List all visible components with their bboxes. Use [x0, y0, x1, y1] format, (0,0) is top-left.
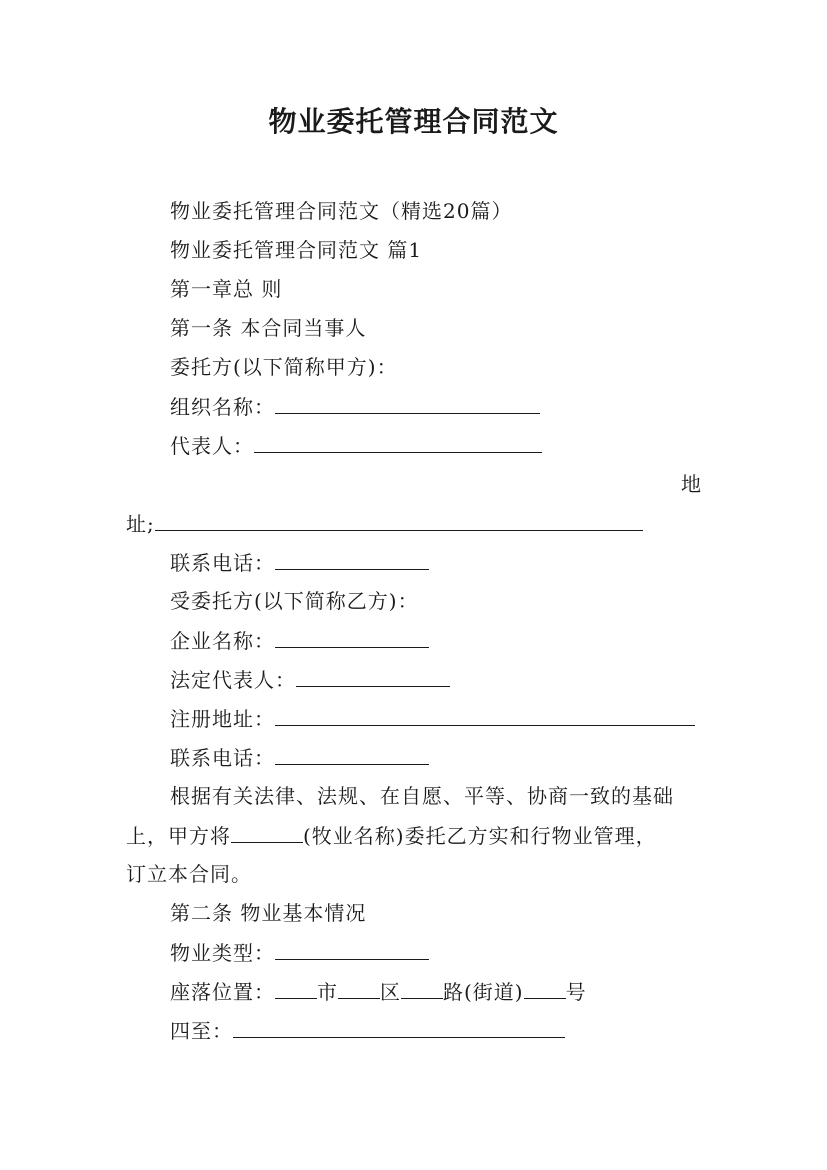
district-blank — [338, 978, 380, 999]
field-registered-address — [170, 705, 695, 732]
city-label: 市 — [317, 980, 338, 1004]
registered-address-label: 注册地址： — [170, 707, 275, 731]
location-label: 座落位置： — [170, 980, 275, 1004]
road-label: 路(街道) — [443, 980, 524, 1004]
paragraph-basis-line-1 — [170, 783, 674, 809]
document-title: 物业委托管理合同范文 — [268, 105, 559, 138]
address-blank — [155, 510, 643, 531]
field-company-name — [170, 627, 429, 654]
property-type-label: 物业类型： — [170, 941, 275, 965]
boundaries-blank — [233, 1017, 565, 1038]
paragraph-basis-line-2 — [126, 822, 657, 849]
property-type-blank — [275, 939, 429, 960]
paragraph-party-a — [170, 354, 398, 380]
company-name-label: 企业名称： — [170, 629, 275, 653]
field-property-type — [170, 939, 429, 966]
paragraph-party-b — [170, 588, 419, 614]
article-2-text: 第二条 物业基本情况 — [170, 901, 367, 925]
field-phone-b — [170, 744, 429, 771]
basis-line-1-text: 根据有关法律、法规、在自愿、平等、协商一致的基础 — [170, 784, 674, 808]
party-b-text: 受委托方(以下简称乙方)： — [170, 589, 419, 613]
address-label-part-2: 址; — [126, 512, 155, 536]
district-label: 区 — [380, 980, 401, 1004]
registered-address-blank — [275, 705, 695, 726]
address-label-part-1 — [681, 471, 702, 497]
paragraph-article-1 — [170, 315, 366, 341]
basis-line-3-text: 订立本合同。 — [126, 862, 252, 886]
number-label: 号 — [565, 980, 587, 1004]
property-name-blank — [231, 822, 303, 843]
basis-line-2-text-b: (牧业名称)委托乙方实和行物业管理， — [303, 824, 657, 848]
city-blank — [275, 978, 317, 999]
field-legal-rep — [170, 666, 450, 693]
field-boundaries — [170, 1017, 565, 1044]
subtitle-text: 物业委托管理合同范文（精选20篇） — [170, 199, 513, 223]
representative-label: 代表人： — [170, 434, 254, 458]
paragraph-subtitle — [170, 198, 512, 224]
legal-rep-blank — [296, 666, 450, 687]
party-a-text: 委托方(以下简称甲方)： — [170, 355, 398, 379]
org-name-blank — [275, 393, 540, 414]
number-blank — [524, 978, 566, 999]
company-name-blank — [275, 627, 429, 648]
legal-rep-label: 法定代表人： — [170, 668, 296, 692]
road-blank — [401, 978, 443, 999]
phone-b-label: 联系电话： — [170, 746, 275, 770]
phone-a-blank — [275, 549, 429, 570]
boundaries-label: 四至： — [170, 1019, 233, 1043]
paragraph-chapter-heading — [170, 237, 422, 263]
field-address — [126, 510, 643, 537]
article-1-text: 第一条 本合同当事人 — [170, 316, 367, 340]
address-char-1: 地 — [681, 472, 702, 496]
field-org-name — [170, 393, 540, 420]
phone-a-label: 联系电话： — [170, 551, 275, 575]
field-phone-a — [170, 549, 429, 576]
field-representative — [170, 432, 542, 459]
phone-b-blank — [275, 744, 429, 765]
basis-line-2-text-a: 上，甲方将 — [126, 824, 231, 848]
general-provisions-text: 第一章总 则 — [170, 277, 283, 301]
paragraph-article-2 — [170, 900, 366, 926]
paragraph-general-provisions — [170, 276, 282, 302]
org-name-label: 组织名称： — [170, 395, 275, 419]
representative-blank — [254, 432, 542, 453]
field-location — [170, 978, 587, 1005]
paragraph-basis-line-3 — [126, 861, 252, 887]
chapter-heading-text: 物业委托管理合同范文 篇1 — [170, 238, 423, 262]
